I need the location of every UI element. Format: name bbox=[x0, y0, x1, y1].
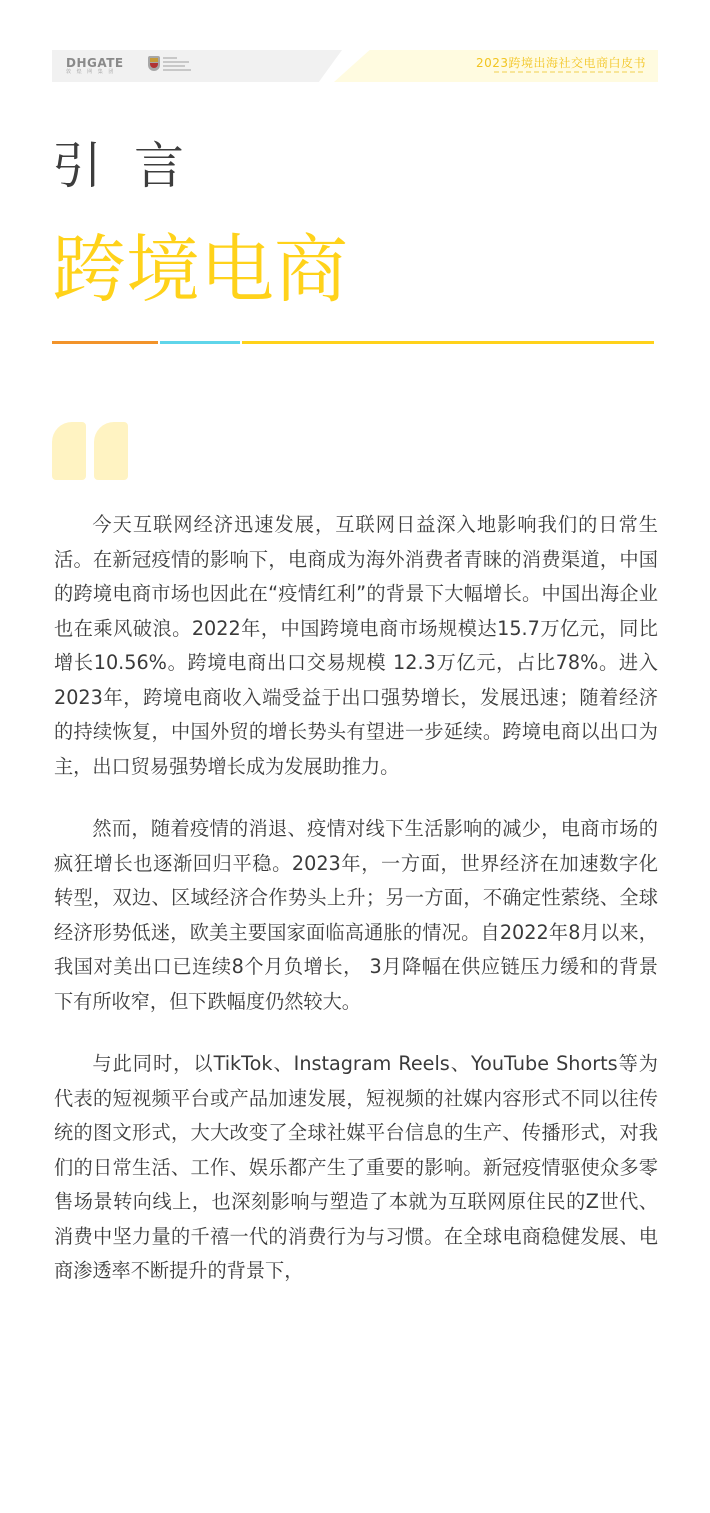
body-text bbox=[54, 508, 658, 1317]
title-rule-cyan bbox=[160, 341, 240, 344]
section-label: 引言 bbox=[52, 137, 216, 195]
dhgate-logo bbox=[66, 57, 126, 77]
paragraph: 然而，随着疫情的消退、疫情对线下生活影响的减少，电商市场的疯狂增长也逐渐回归平稳。2023年，一方面，世界经济在加速数字化转型，双边、区域经济合作势头上升；另一方面，不确定性萦绕、全球经济形势低迷，欧美主要国家面临高通胀的情况。自2022年8月以来， 我国对美出口已连续8个月负增长， 3月降幅在供应链压力缓和的背景下有所收窄，但下跌幅度仍然较大。 bbox=[54, 817, 658, 1013]
hku-business-school-logo bbox=[148, 56, 192, 76]
paragraph: 与此同时，以TikTok、Instagram Reels、YouTube Shorts等为代表的短视频平台或产品加速发展，短视频的社媒内容形式不同以往传统的图文形式，大大改变了全球社媒平台信息的生产、传播形式，对我们的日常生活、工作、娱乐都产生了重要的影响。新冠疫情驱使众多零售场景转向线上，也深刻影响与塑造了本就为互联网原住民的Z世代、消费中坚力量的千禧一代的消费行为与习惯。在全球电商稳健发展、电商渗透率不断提升的背景下， bbox=[54, 1052, 658, 1282]
page-header bbox=[52, 50, 658, 82]
title-rule-orange bbox=[52, 341, 158, 344]
hku-logo-text bbox=[163, 57, 193, 73]
paragraph: 今天互联网经济迅速发展，互联网日益深入地影响我们的日常生活。在新冠疫情的影响下，电商成为海外消费者青睐的消费渠道，中国的跨境电商市场也因此在“疫情红利”的背景下大幅增长。中国出海企业也在乘风破浪。2022年，中国跨境电商市场规模达15.7万亿元，同比增长10.56%。跨境电商出口交易规模 12.3万亿元，占比78%。进入2023年，跨境电商收入端受益于出口强势增长，发展迅速；随着经济的持续恢复，中国外贸的增长势头有望进一步延续。跨境电商以出口为主，出口贸易强势增长成为发展助推力。 bbox=[54, 513, 658, 778]
dhgate-logo-sub: 敦 煌 网 集 团 bbox=[66, 69, 116, 75]
document-title: 2023跨境出海社交电商白皮书 bbox=[475, 56, 646, 70]
section-title: 跨境电商 bbox=[52, 227, 348, 313]
hku-crest-icon bbox=[148, 56, 160, 71]
title-rule-yellow bbox=[242, 341, 654, 344]
dhgate-logo-mark: DHGATE bbox=[66, 56, 124, 70]
header-subtitle-line bbox=[494, 71, 644, 73]
quote-mark-icon bbox=[52, 422, 130, 482]
